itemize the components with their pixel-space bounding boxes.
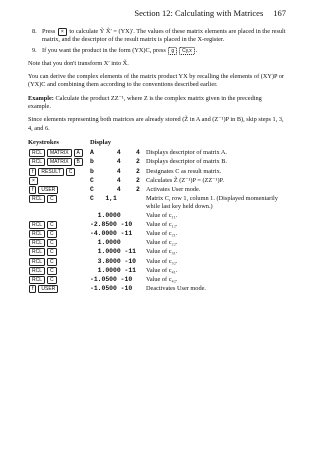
note-paragraph: Note that you don't transform X′ into X̃. [28, 59, 129, 67]
calculator-key: f [29, 285, 36, 293]
description-cell: Displays descriptor of matrix B. [146, 158, 227, 166]
derive-paragraph: You can derive the complex elements of the matrix product YX by recalling the elements of (XY)P or (YX)C and combining them according to the conventions described earlier. [28, 73, 285, 89]
calculator-key: USER [38, 186, 58, 194]
display-cell: 3.8000 -10 [90, 257, 137, 265]
calculator-key: C [47, 221, 57, 229]
table-row [28, 230, 286, 239]
multiply-key: × [58, 28, 67, 36]
calculator-key: MATRIX [47, 158, 72, 166]
keystrokes-cell [28, 195, 90, 203]
calculator-key: RESULT [38, 168, 63, 176]
description-cell: Value of c₂₂. [146, 239, 178, 247]
table-row [28, 267, 286, 276]
table-row [28, 212, 286, 221]
keystrokes-cell [28, 168, 90, 176]
step-9 [28, 47, 286, 55]
description-cell: Value of c₃₁. [146, 248, 178, 256]
g-key: g [168, 47, 177, 55]
table-row [28, 186, 286, 195]
description-cell: Value of c₃₂. [146, 257, 178, 265]
keystrokes-cell [28, 221, 90, 229]
cyx-key: Cy,x [179, 47, 195, 55]
page-header [134, 8, 286, 18]
keystroke-table [28, 139, 286, 294]
description-cell: Matrix C, row 1, column 1. (Displayed momentarily while last key held down.) [146, 195, 278, 211]
display-cell: 1.0000 [90, 239, 121, 247]
description-cell: Activates User mode. [146, 185, 201, 193]
calculator-key: RCL [29, 149, 45, 157]
description-cell: Designates C as result matrix. [146, 167, 222, 175]
step-8 [28, 28, 286, 45]
example-followup: Since elements representing both matrices are already stored (Z̃ in A and (Z⁻¹)P in B), skip steps 1, 3, 4, and 6. [28, 116, 284, 132]
table-row [28, 258, 286, 267]
table-row [28, 285, 286, 294]
keystrokes-cell [28, 248, 90, 256]
calculator-key: C [47, 276, 57, 284]
calculator-key: RCL [29, 221, 45, 229]
calculator-key: RCL [29, 239, 45, 247]
calculator-key: RCL [29, 158, 45, 166]
step-number: 8. [32, 28, 37, 35]
display-cell: C 1,1 [90, 195, 117, 203]
calculator-key: C [47, 267, 57, 275]
step-text-after: to calculate Ỹ X̃′ = (YX)′. The values of these matrix elements are placed in the result matrix, and the descriptor of the result matrix is placed in the X-register. [42, 28, 286, 44]
table-header [28, 139, 286, 148]
calculator-key: RCL [29, 248, 45, 256]
keystrokes-header: Keystrokes [28, 138, 59, 146]
keystrokes-cell [28, 258, 90, 266]
calculator-key: RCL [29, 195, 45, 203]
table-row [28, 168, 286, 177]
example-label: Example: [28, 94, 54, 102]
display-cell: b 4 2 [90, 158, 140, 166]
table-row [28, 195, 286, 212]
display-cell: C 4 2 [90, 176, 140, 184]
description-cell: Value of c₄₂. [146, 276, 178, 283]
display-cell: 1.0000 -11 [90, 248, 137, 256]
keystrokes-cell [28, 267, 90, 275]
calculator-key: C [47, 195, 57, 203]
display-cell: 1.0000 -11 [90, 266, 137, 274]
table-row [28, 221, 286, 230]
calculator-key: MATRIX [47, 149, 72, 157]
keystrokes-cell [28, 230, 90, 238]
table-row [28, 177, 286, 186]
page-body [28, 28, 286, 294]
table-row [28, 239, 286, 248]
description-cell: Value of c₁₁. [146, 211, 178, 219]
calculator-key: C [47, 230, 57, 238]
display-cell: -2.8500 -10 [90, 220, 133, 228]
calculator-key: C [47, 248, 57, 256]
keystrokes-cell [28, 177, 90, 185]
step-number: 9. [32, 46, 37, 54]
calculator-key: f [29, 186, 36, 194]
calculator-key: USER [38, 285, 58, 293]
display-cell: b 4 2 [90, 167, 140, 175]
example-paragraph [28, 95, 286, 112]
section-title: Section 12: Calculating with Matrices [134, 8, 264, 18]
keystrokes-cell [28, 276, 90, 284]
calculator-key: B [74, 158, 83, 166]
calculator-key: RCL [29, 276, 45, 284]
description-cell: Value of c₁₂. [146, 220, 178, 228]
table-row [28, 158, 286, 167]
example-text: Calculate the product ZZ⁻¹, where Z is the complex matrix given in the preceding example. [28, 94, 262, 111]
calculator-key: RCL [29, 258, 45, 266]
keystrokes-cell [28, 285, 90, 293]
display-header: Display [90, 138, 111, 146]
display-cell: C 4 2 [90, 185, 140, 193]
description-cell: Deactivates User mode. [146, 285, 206, 293]
calculator-key: f [29, 168, 36, 176]
table-rows [28, 149, 286, 294]
display-cell: -1.0500 -10 [90, 285, 133, 293]
display-cell: -1.0500 -10 [90, 276, 133, 283]
calculator-key: A [74, 149, 83, 157]
keystrokes-cell [28, 239, 90, 247]
calculator-key: C [47, 258, 57, 266]
calculator-key: RCL [29, 230, 45, 238]
step-text-before: Press [42, 28, 56, 35]
table-row [28, 248, 286, 257]
step-text-before: If you want the product in the form (YX)C, press [42, 46, 166, 54]
table-row [28, 276, 286, 285]
keystrokes-cell [28, 149, 90, 157]
step-text-after: . [195, 46, 198, 54]
calculator-key: × [29, 177, 38, 185]
page-number: 167 [273, 8, 286, 18]
display-cell: A 4 4 [90, 149, 140, 157]
display-cell: 1.0000 [90, 211, 121, 219]
description-cell: Calculates Z̃ (Z⁻¹)P = (ZZ⁻¹)P. [146, 176, 224, 184]
display-cell: -4.0000 -11 [90, 230, 133, 238]
keystrokes-cell [28, 158, 90, 166]
calculator-key: RCL [29, 267, 45, 275]
description-cell: Value of c₄₁. [146, 266, 178, 274]
calculator-key: C [66, 168, 76, 176]
keystrokes-cell [28, 186, 90, 194]
table-row [28, 149, 286, 158]
description-cell: Value of c₂₁. [146, 230, 178, 238]
description-cell: Displays descriptor of matrix A. [146, 149, 227, 157]
calculator-key: C [47, 239, 57, 247]
